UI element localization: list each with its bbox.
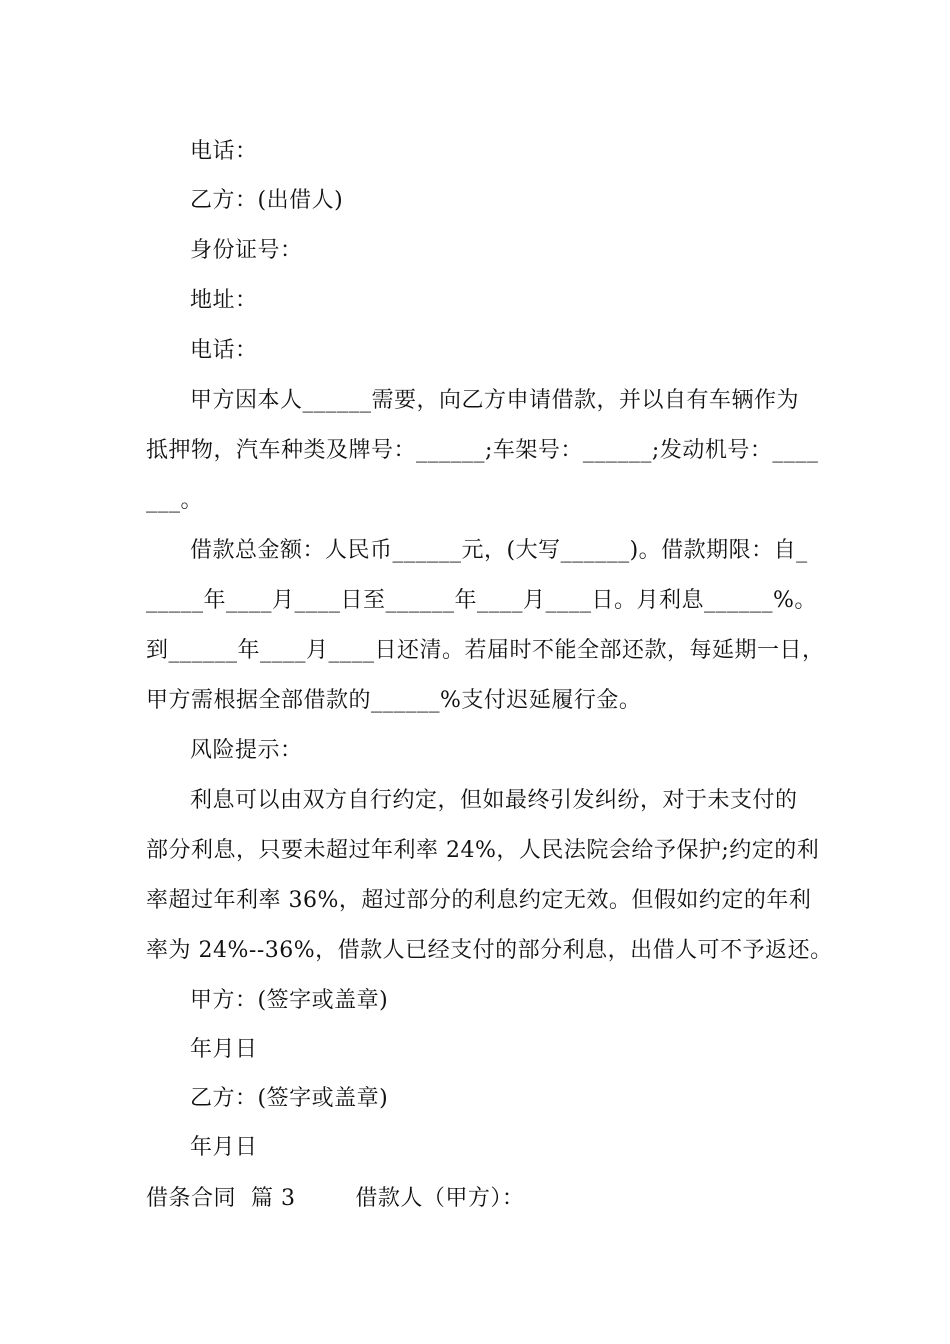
risk-notice-line-2: 部分利息，只要未超过年利率 24%，人民法院会给予保护;约定的利 bbox=[146, 838, 820, 863]
loan-purpose-line-3: ___。 bbox=[146, 488, 204, 513]
party-b-signature: 乙方：(签字或盖章) bbox=[190, 1086, 389, 1111]
id-number-label: 身份证号： bbox=[190, 238, 303, 263]
loan-purpose-line-2: 抵押物，汽车种类及牌号：______;车架号：______;发动机号：____ bbox=[146, 438, 819, 463]
section-3-heading: 借条合同 篇 3 借款人（甲方）： bbox=[146, 1186, 525, 1211]
party-a-date: 年月日 bbox=[190, 1037, 258, 1062]
party-b-date: 年月日 bbox=[190, 1135, 258, 1160]
risk-notice-line-1: 利息可以由双方自行约定，但如最终引发纠纷，对于未支付的 bbox=[190, 788, 798, 813]
party-a-signature: 甲方：(签字或盖章) bbox=[190, 988, 389, 1013]
risk-notice-line-3: 率超过年利率 36%，超过部分的利息约定无效。但假如约定的年利 bbox=[146, 888, 812, 913]
loan-amount-line-1: 借款总金额：人民币______元，(大写______)。借款期限：自_ bbox=[190, 538, 808, 563]
loan-amount-line-4: 甲方需根据全部借款的______%支付迟延履行金。 bbox=[146, 688, 642, 713]
loan-amount-line-2: _____年____月____日至______年____月____日。月利息______%。 bbox=[146, 588, 817, 613]
phone-label-a: 电话： bbox=[190, 139, 258, 164]
party-b-label: 乙方：(出借人) bbox=[190, 188, 344, 213]
address-label: 地址： bbox=[190, 288, 258, 313]
loan-purpose-line-1: 甲方因本人______需要，向乙方申请借款，并以自有车辆作为 bbox=[190, 388, 800, 413]
risk-notice-heading: 风险提示： bbox=[190, 738, 303, 763]
risk-notice-line-4: 率为 24%--36%，借款人已经支付的部分利息，出借人可不予返还。 bbox=[146, 938, 833, 963]
loan-amount-line-3: 到______年____月____日还清。若届时不能全部还款，每延期一日， bbox=[146, 638, 825, 663]
phone-label-b: 电话： bbox=[190, 338, 258, 363]
